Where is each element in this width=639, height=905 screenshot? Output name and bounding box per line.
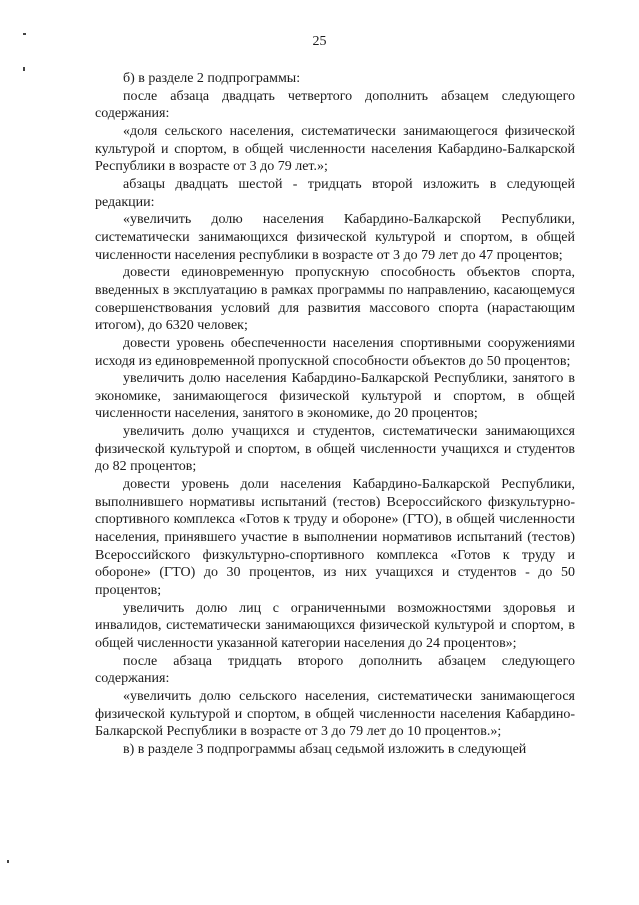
page-number: 25 [312, 34, 327, 49]
paragraph: увеличить долю населения Кабардино-Балкарской Республики, занятого в экономике, занимающегося физической культурой и спортом, в общей численности населения, занятого в экономике, до 20 процентов; [95, 371, 575, 422]
document-body [95, 70, 575, 759]
paragraph: абзацы двадцать шестой - тридцать второй изложить в следующей редакции: [95, 176, 575, 210]
scan-speck [23, 33, 26, 35]
paragraph: в) в разделе 3 подпрограммы абзац седьмой изложить в следующей [123, 741, 527, 757]
scan-speck [23, 67, 25, 71]
paragraph: «увеличить долю сельского населения, систематически занимающегося физической культурой и спортом, в общей численности населения Кабардино-Балкарской Республики в возрасте от 3 до 79 лет до 10 процентов.»; [95, 688, 575, 740]
paragraph: увеличить долю учащихся и студентов, систематически занимающихся физической культурой и спортом, в общей численности учащихся и студентов до 82 процентов; [95, 424, 575, 475]
paragraph: довести уровень доли населения Кабардино-Балкарской Республики, выполнившего нормативы испытаний (тестов) Всероссийского физкультурно-спортивного комплекса «Готов к труду и обороне» (ГТО), в общей численности населения, принявшего участие в выполнении нормативов испытаний (тестов) Всероссийского физкультурно-спортивного комплекса «Готов к труду и обороне» (ГТО) до 30 процентов, из них учащихся и студентов - до 50 процентов; [95, 477, 575, 599]
paragraph: «доля сельского населения, систематически занимающегося физической культурой и спортом, в общей численности населения Кабардино-Балкарской Республики в возрасте от 3 до 79 лет.»; [95, 123, 575, 175]
scan-speck [7, 860, 9, 863]
paragraph: довести единовременную пропускную способность объектов спорта, введенных в эксплуатацию в рамках программы по направлению, касающемуся совершенствования условий для развития массового спорта (нарастающим итогом), до 6320 человек; [95, 265, 575, 334]
paragraph: б) в разделе 2 подпрограммы: [123, 71, 301, 86]
paragraph: «увеличить долю населения Кабардино-Балкарской Республики, систематически занимающихся физической культурой и спортом, в общей численности населения республики в возрасте от 3 до 79 лет до 47 процентов; [95, 212, 575, 263]
paragraph: после абзаца двадцать четвертого дополнить абзацем следующего содержания: [95, 88, 575, 122]
paragraph: увеличить долю лиц с ограниченными возможностями здоровья и инвалидов, систематически занимающихся физической культурой и спортом, в общей численности указанной категории населения до 24 процентов»; [95, 600, 575, 651]
paragraph: довести уровень обеспеченности населения спортивными сооружениями исходя из единовременной пропускной способности объектов до 50 процентов; [95, 335, 575, 369]
paragraph: после абзаца тридцать второго дополнить абзацем следующего содержания: [95, 653, 575, 687]
